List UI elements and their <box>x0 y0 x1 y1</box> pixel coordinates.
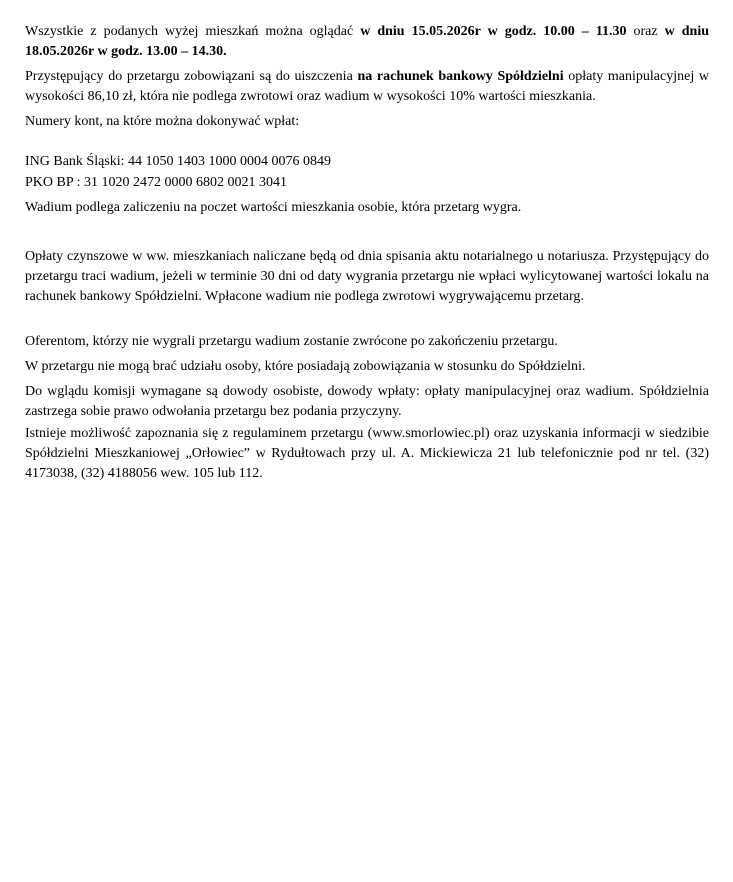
paragraph-wadium-credit: Wadium podlega zaliczeniu na poczet wartości mieszkania osobie, która przetarg wygra. <box>25 200 522 215</box>
viewing-intro-text: Wszystkie z podanych wyżej mieszkań można oglądać <box>25 24 361 39</box>
paragraph-wadium-refund: Oferentom, którzy nie wygrali przetargu wadium zostanie zwrócone po zakończeniu przetargu. <box>25 334 558 349</box>
viewing-date-2-bold: w dniu 18.05.2026r w godz. 13.00 – 14.30. <box>25 24 709 59</box>
bank-account-pko: PKO BP : 31 1020 2472 0000 6802 0021 3041 <box>25 175 288 190</box>
fees-bank-account-bold: na rachunek bankowy Spółdzielni <box>357 69 564 84</box>
paragraph-fees <box>25 67 709 107</box>
viewing-conjunction-text: oraz <box>626 24 665 39</box>
paragraph-exclusion: W przetargu nie mogą brać udziału osoby, które posiadają zobowiązania w stosunku do Spółdzielni. <box>25 359 586 374</box>
paragraph-contact-info: Istnieje możliwość zapoznania się z regulaminem przetargu (www.smorlowiec.pl) oraz uzyskania informacji w siedzibie Spółdzielni Mieszkaniowej „Orłowiec” w Rydułtowach przy ul. A. Mickiewicza 21 lub telefonicznie pod nr tel. (32) 4173038, (32) 4188056 wew. 105 lub 112. <box>25 426 709 481</box>
paragraph-rent-and-wadium-loss: Opłaty czynszowe w ww. mieszkaniach naliczane będą od dnia spisania aktu notarialnego u notariusza. Przystępujący do przetargu traci wadium, jeżeli w terminie 30 dni od daty wygrania przetargu nie wpłaci wylicytowanej wartości lokalu na rachunek bankowy Spółdzielni. Wpłacone wadium nie podlega zwrotowi wygrywającemu przetarg. <box>25 249 709 304</box>
bank-account-ing: ING Bank Śląski: 44 1050 1403 1000 0004 0076 0849 <box>25 154 332 169</box>
paragraph-viewing-dates <box>25 22 709 62</box>
paragraph-accounts-intro: Numery kont, na które można dokonywać wpłat: <box>25 114 300 129</box>
fees-intro-text: Przystępujący do przetargu zobowiązani są do uiszczenia <box>25 69 358 84</box>
bank-accounts-block <box>25 151 709 193</box>
paragraph-committee-documents: Do wglądu komisji wymagane są dowody osobiste, dowody wpłaty: opłaty manipulacyjnej oraz wadium. Spółdzielnia zastrzega sobie prawo odwołania przetargu bez podania przyczyny. <box>25 384 709 419</box>
fees-detail-text: opłaty manipulacyjnej w wysokości 86,10 zł, która nie podlega zwrotowi oraz wadium w wysokości 10% wartości mieszkania. <box>25 69 709 104</box>
viewing-date-1-bold: w dniu 15.05.2026r w godz. 10.00 – 11.30 <box>360 24 627 39</box>
